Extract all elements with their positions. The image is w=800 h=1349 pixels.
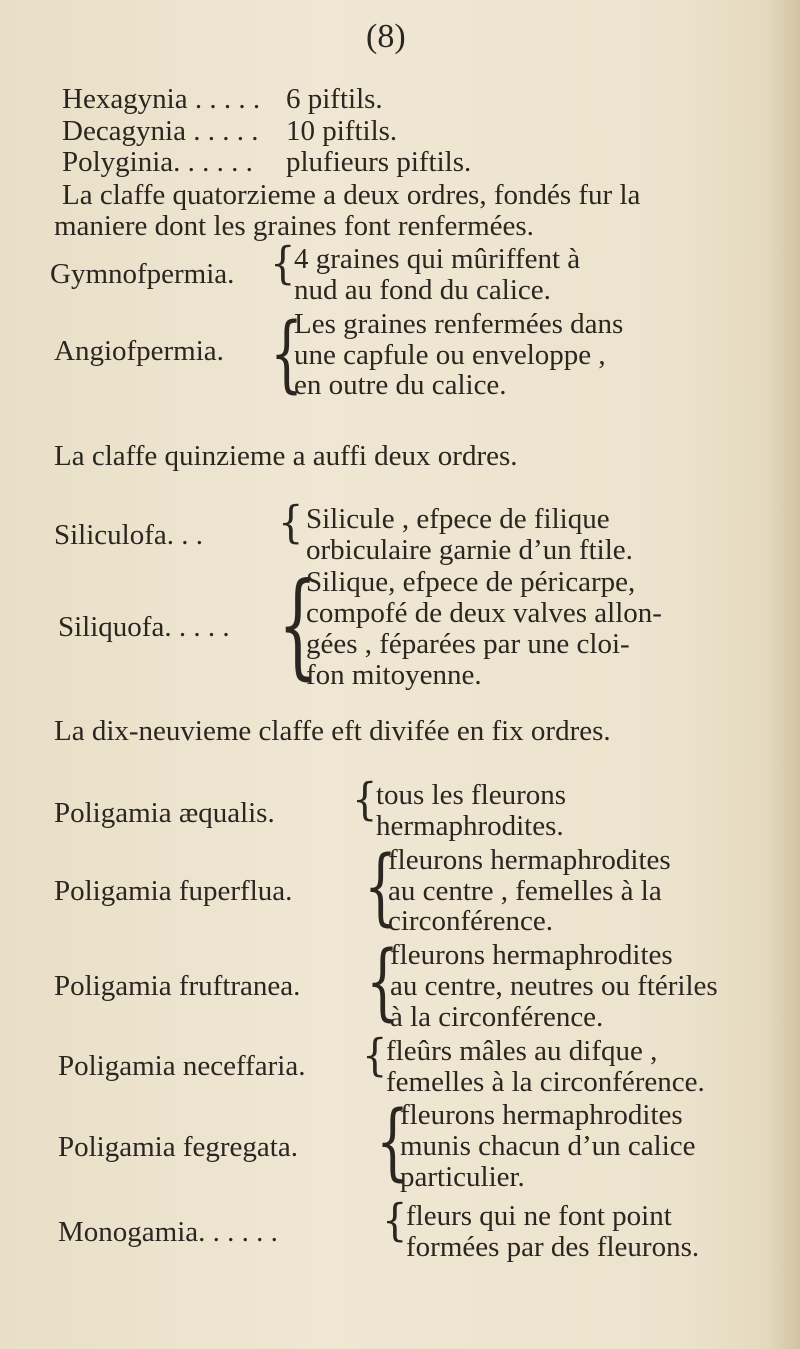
angiofpermia-line3: en outre du calice. [294, 369, 507, 401]
gymnofpermia-line1: 4 graines qui mûriffent à [294, 243, 581, 275]
brace-siliquofa: { [278, 556, 318, 692]
fegregata-line3: particulier. [400, 1161, 525, 1193]
fruftranea-line3: à la circonférence. [390, 1001, 604, 1033]
order-fruftranea-name: Poligamia fruftranea. [54, 970, 301, 1002]
fruftranea-line1: fleurons hermaphrodites [390, 939, 673, 971]
order-angiofpermia-name: Angiofpermia. [54, 335, 224, 367]
order-monogamia-name: Monogamia. . . . . . [58, 1216, 278, 1248]
siliquofa-line4: fon mitoyenne. [306, 659, 482, 691]
angiofpermia-line1: Les graines renfermées dans [294, 308, 624, 340]
genus-hexagynia-name: Hexagynia . . . . . [62, 83, 261, 115]
class15-intro: La claffe quinzieme a auffi deux ordres. [54, 440, 518, 472]
superflua-line3: circonférence. [388, 905, 554, 937]
siliquofa-line2: compofé de deux valves allon- [306, 597, 662, 629]
siliquofa-line1: Silique, efpece de péricarpe, [306, 566, 636, 598]
order-fegregata-name: Poligamia fegregata. [58, 1131, 298, 1163]
siliquofa-line3: gées , féparées par une cloi- [306, 628, 630, 660]
genus-decagynia-value: 10 piftils. [286, 115, 398, 147]
order-siliquofa-name: Siliquofa. . . . . [58, 611, 230, 643]
order-neceffaria-name: Poligamia neceffaria. [58, 1050, 306, 1082]
monogamia-line1: fleurs qui ne font point [406, 1200, 672, 1232]
brace-gymnofpermia: { [270, 238, 296, 290]
class14-intro-line1: La claffe quatorzieme a deux ordres, fondés fur la [62, 179, 641, 211]
neceffaria-line1: fleûrs mâles au difque , [386, 1035, 658, 1067]
neceffaria-line2: femelles à la circonférence. [386, 1066, 705, 1098]
brace-superflua: { [364, 839, 398, 936]
brace-aequalis: { [352, 774, 378, 826]
brace-neceffaria: { [362, 1030, 388, 1082]
brace-angiofpermia: { [270, 306, 304, 403]
angiofpermia-line2: une capfule ou enveloppe , [294, 339, 606, 371]
superflua-line2: au centre , femelles à la [388, 875, 662, 907]
genus-decagynia-name: Decagynia . . . . . [62, 115, 259, 147]
order-siliculofa-name: Siliculofa. . . [54, 519, 204, 551]
fegregata-line1: fleurons hermaphrodites [400, 1099, 683, 1131]
brace-fruftranea: { [366, 934, 400, 1031]
genus-polyginia-name: Polyginia. . . . . . [62, 146, 253, 178]
siliculofa-line1: Silicule , efpece de filique [306, 503, 610, 535]
brace-siliculofa: { [278, 497, 304, 549]
monogamia-line2: formées par des fleurons. [406, 1231, 700, 1263]
superflua-line1: fleurons hermaphrodites [388, 844, 671, 876]
order-superflua-name: Poligamia fuperflua. [54, 875, 293, 907]
genus-polyginia-value: plufieurs piftils. [286, 146, 472, 178]
gymnofpermia-line2: nud au fond du calice. [294, 274, 551, 306]
brace-fegregata: { [376, 1094, 410, 1191]
aequalis-line2: hermaphrodites. [376, 810, 564, 842]
class14-intro-line2: maniere dont les graines font renfermées. [54, 210, 534, 242]
order-aequalis-name: Poligamia æqualis. [54, 797, 275, 829]
siliculofa-line2: orbiculaire garnie d’un ftile. [306, 534, 633, 566]
fruftranea-line2: au centre, neutres ou ftériles [390, 970, 718, 1002]
page-edge-shadow [766, 0, 800, 1349]
fegregata-line2: munis chacun d’un calice [400, 1130, 696, 1162]
brace-monogamia: { [382, 1195, 408, 1247]
page-number: (8) [366, 18, 406, 55]
aequalis-line1: tous les fleurons [376, 779, 567, 811]
class19-intro: La dix-neuvieme claffe eft divifée en fix ordres. [54, 715, 611, 747]
order-gymnofpermia-name: Gymnofpermia. [50, 258, 235, 290]
genus-hexagynia-value: 6 piftils. [286, 83, 383, 115]
